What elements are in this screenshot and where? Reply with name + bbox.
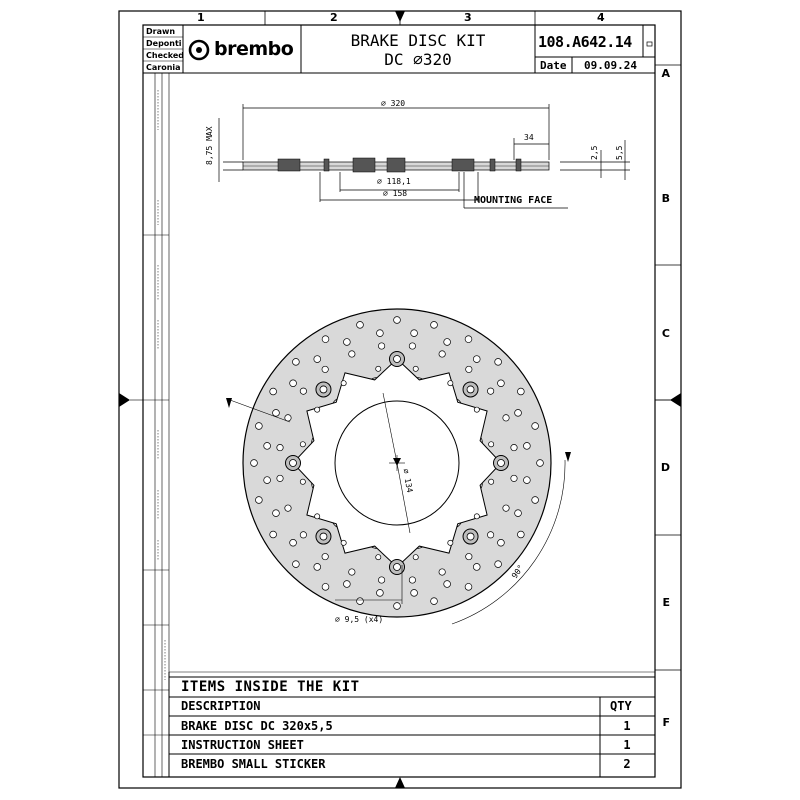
drawn-name: Deponti (146, 39, 182, 48)
grid-col-3: 3 (464, 11, 472, 24)
items-title: ITEMS INSIDE THE KIT (181, 679, 360, 695)
grid-row-f: F (662, 716, 670, 729)
date-label: Date (540, 59, 567, 72)
grid-row-e: E (662, 596, 670, 609)
dim-bolt-hole: ∅ 9,5 (x4) (335, 615, 384, 624)
dim-offset: 34 (524, 133, 534, 142)
item-desc-1: BRAKE DISC DC 320x5,5 (181, 719, 333, 733)
drawn-label: Drawn (146, 27, 176, 36)
drawing-code: 108.A642.14 (538, 33, 632, 51)
grid-row-b: B (661, 192, 670, 205)
drawing-title-line2: DC ∅320 (384, 50, 452, 69)
grid-col-1: 1 (197, 11, 205, 24)
grid-row-c: C (661, 327, 670, 340)
grid-col-2: 2 (330, 11, 338, 24)
dim-2-5: 2,5 (590, 145, 599, 160)
item-qty-3: 2 (623, 757, 631, 771)
col-qty-header: QTY (610, 699, 632, 713)
dim-inner-158: ∅ 158 (383, 189, 408, 198)
grid-col-4: 4 (597, 11, 605, 24)
brand-wordmark: brembo (214, 38, 294, 60)
brembo-logo-icon (190, 41, 208, 59)
dim-thickness-max: 8,75 MAX (205, 126, 214, 165)
item-qty-1: 1 (623, 719, 631, 733)
item-desc-2: INSTRUCTION SHEET (181, 738, 304, 752)
dim-angle: 90° (510, 563, 526, 581)
checked-label: Checked (146, 51, 184, 60)
dim-inner-118: ∅ 118,1 (377, 177, 411, 186)
col-description-header: DESCRIPTION (181, 699, 261, 713)
dim-5-5: 5,5 (615, 145, 624, 160)
checked-name: Caronia (146, 63, 181, 72)
item-desc-3: BREMBO SMALL STICKER (181, 757, 326, 771)
dim-outer-diameter: ∅ 320 (381, 99, 406, 108)
grid-row-d: D (660, 461, 670, 474)
grid-row-a: A (661, 67, 670, 80)
dim-pcd: ∅ 134 (401, 468, 415, 494)
drawing-title-line1: BRAKE DISC KIT (350, 31, 486, 50)
mounting-face-label: MOUNTING FACE (474, 195, 553, 206)
item-qty-2: 1 (623, 738, 631, 752)
date-value: 09.09.24 (584, 59, 637, 72)
